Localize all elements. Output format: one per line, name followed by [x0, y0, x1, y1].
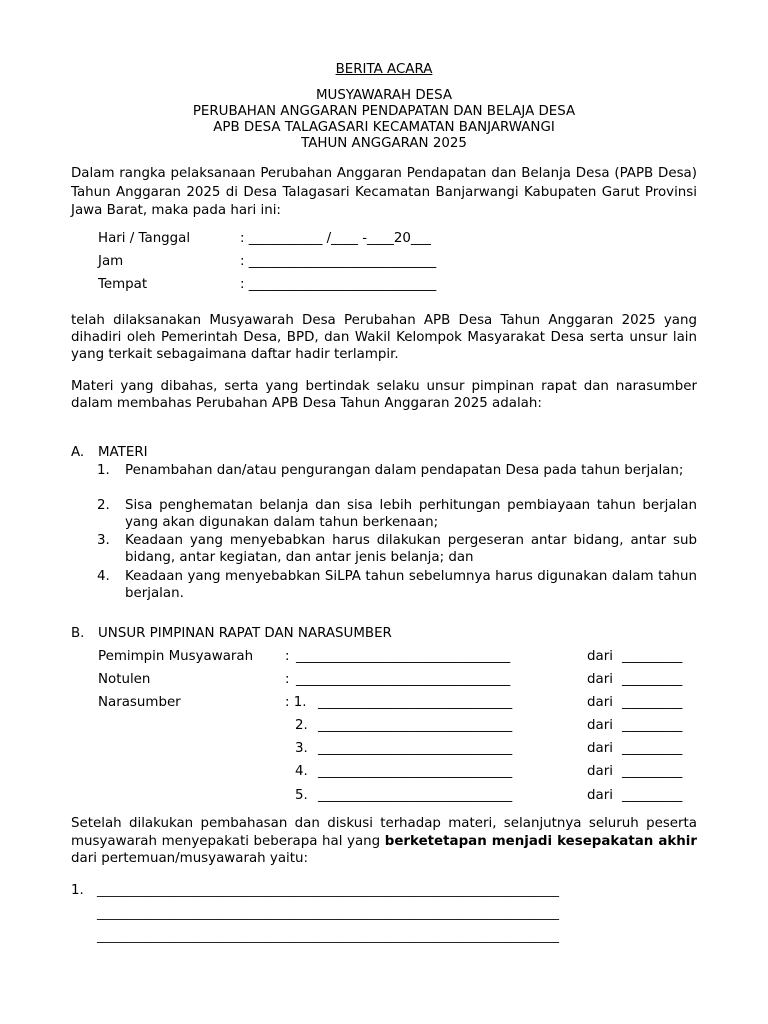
row-dari: dari: [587, 764, 613, 779]
field-value-place[interactable]: : ____________________________: [240, 277, 437, 292]
field-label-date: Hari / Tanggal: [98, 231, 191, 246]
row-blank-line[interactable]: _____________________________: [318, 695, 513, 710]
row-dari: dari: [587, 788, 613, 803]
conclusion-paragraph: [71, 815, 697, 868]
row-blank-line[interactable]: _____________________________: [318, 788, 513, 803]
field-value-time[interactable]: : ____________________________: [240, 254, 437, 269]
section-a-title: MATERI: [98, 445, 148, 460]
title-line-2: PERUBAHAN ANGGARAN PENDAPATAN DAN BELAJA DESA: [192, 104, 576, 119]
material-item: Penambahan dan/atau pengurangan dalam pendapatan Desa pada tahun berjalan;: [125, 463, 684, 478]
conclusion-bold-text: berketetapan menjadi kesepakatan akhir: [384, 833, 697, 849]
title-line-3: APB DESA TALAGASARI KECAMATAN BANJARWANGI: [213, 120, 555, 135]
title-line-1: MUSYAWARAH DESA: [315, 88, 453, 103]
row-dari-line[interactable]: _________: [622, 788, 683, 803]
field-value-date[interactable]: : ___________ /____ -____20___: [240, 231, 431, 246]
item-number: 3.: [97, 533, 110, 548]
section-a-marker: A.: [71, 445, 85, 460]
row-dari: dari: [587, 741, 613, 756]
row-label-leader: Pemimpin Musyawarah: [98, 649, 254, 664]
row-blank-line[interactable]: _____________________________: [318, 764, 513, 779]
row-label-notulen: Notulen: [98, 672, 151, 687]
row-number: 5.: [295, 788, 308, 803]
row-blank-line[interactable]: _____________________________: [318, 741, 513, 756]
material-intro-paragraph: Materi yang dibahas, serta yang bertindak selaku unsur pimpinan rapat dan narasumber dalam membahas Perubahan APB Desa Tahun Anggaran 2025 adalah:: [71, 379, 697, 411]
row-colon: :: [285, 649, 290, 664]
field-label-time: Jam: [98, 254, 124, 269]
row-blank-line[interactable]: ________________________________: [296, 649, 511, 664]
material-item: Sisa penghematan belanja dan sisa lebih perhitungan pembiayaan tahun berjalan yang akan digunakan dalam tahun berkenaan;: [125, 498, 697, 530]
conclusion-text: Setelah dilakukan pembahasan dan diskusi terhadap materi, selanjutnya seluruh peserta musyawarah menyepakati beberapa hal yang: [71, 816, 697, 849]
item-number: 2.: [97, 498, 110, 513]
title-line-4: TAHUN ANGGARAN 2025: [301, 136, 467, 151]
result-number: 1.: [71, 883, 84, 898]
row-dari: dari: [587, 718, 613, 733]
row-dari-line[interactable]: _________: [622, 695, 683, 710]
section-b-marker: B.: [71, 626, 85, 641]
row-dari-line[interactable]: _________: [622, 672, 683, 687]
row-dari-line[interactable]: _________: [622, 718, 683, 733]
material-item: Keadaan yang menyebabkan harus dilakukan pergeseran antar bidang, antar sub bidang, antar kegiatan, dan antar jenis belanja; dan: [125, 533, 697, 565]
result-blank-line[interactable]: _____________________________________________________________________________: [97, 883, 559, 897]
row-dari: dari: [587, 649, 613, 664]
item-number: 1.: [97, 463, 110, 478]
document-heading: BERITA ACARA: [335, 62, 433, 77]
row-dari-line[interactable]: _________: [622, 764, 683, 779]
row-number: 3.: [295, 741, 308, 756]
row-blank-line[interactable]: ________________________________: [296, 672, 511, 687]
row-dari-line[interactable]: _________: [622, 649, 683, 664]
result-blank-line[interactable]: _____________________________________________________________________________: [97, 929, 559, 943]
intro-paragraph: Dalam rangka pelaksanaan Perubahan Anggaran Pendapatan dan Belanja Desa (PAPB Desa) Tahun Anggaran 2025 di Desa Talagasari Kecamatan Banjarwangi Kabupaten Garut Provinsi Jawa Barat, maka pada hari ini:: [71, 166, 697, 218]
row-blank-line[interactable]: _____________________________: [318, 718, 513, 733]
row-colon: : 1.: [285, 695, 307, 710]
row-number: 2.: [295, 718, 308, 733]
row-label-narasumber: Narasumber: [98, 695, 181, 710]
row-colon: :: [285, 672, 290, 687]
row-dari: dari: [587, 695, 613, 710]
result-blank-line[interactable]: _____________________________________________________________________________: [97, 906, 559, 920]
held-paragraph: telah dilaksanakan Musyawarah Desa Perubahan APB Desa Tahun Anggaran 2025 yang dihadiri oleh Pemerintah Desa, BPD, dan Wakil Kelompok Masyarakat Desa serta unsur lain yang terkait sebagaimana daftar hadir terlampir.: [71, 313, 697, 362]
field-label-place: Tempat: [98, 277, 148, 292]
section-b-title: UNSUR PIMPINAN RAPAT DAN NARASUMBER: [98, 626, 392, 641]
material-item: Keadaan yang menyebabkan SiLPA tahun sebelumnya harus digunakan dalam tahun berjalan.: [125, 569, 697, 601]
conclusion-text-end: dari pertemuan/musyawarah yaitu:: [71, 851, 309, 866]
row-number: 4.: [295, 764, 308, 779]
item-number: 4.: [97, 569, 110, 584]
row-dari: dari: [587, 672, 613, 687]
row-dari-line[interactable]: _________: [622, 741, 683, 756]
